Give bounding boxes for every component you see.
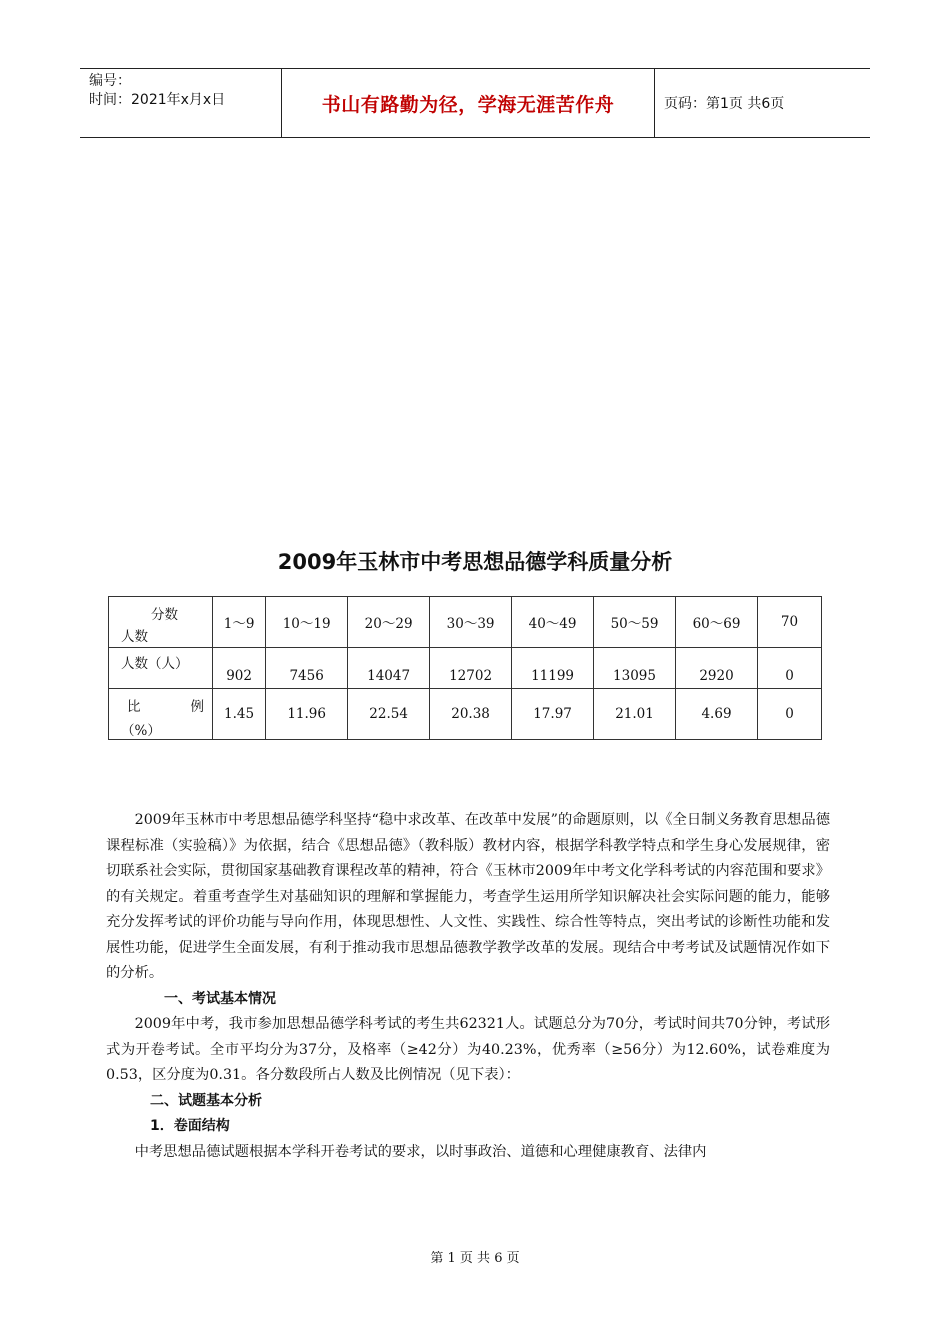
header-page-info: 页码：第1页 共6页 <box>664 96 785 112</box>
score-distribution-table <box>108 596 822 740</box>
table-header-row <box>109 597 822 648</box>
section-heading: 一、考试基本情况 <box>164 990 276 1007</box>
number-label: 编号： <box>89 73 131 89</box>
structure-paragraph: 中考思想品德试题根据本学科开卷考试的要求，以时事政治、道德和心理健康教育、法律内 <box>134 1143 707 1160</box>
table-cell: 11.96 <box>266 689 348 740</box>
table-corner-cell <box>109 597 213 648</box>
time-label: 时间：2021年x月x日 <box>89 92 226 108</box>
column-header: 70 <box>758 597 822 648</box>
page-footer: 第 1 页 共 6 页 <box>430 1251 520 1266</box>
table-cell: 21.01 <box>594 689 676 740</box>
row-label-ratio: 比 例 （%） <box>109 689 213 740</box>
column-header: 60～69 <box>676 597 758 648</box>
table-cell: 14047 <box>348 648 430 689</box>
table-cell: 17.97 <box>512 689 594 740</box>
column-header: 10～19 <box>266 597 348 648</box>
header-meta <box>80 69 280 137</box>
table-cell: 13095 <box>594 648 676 689</box>
table-cell: 12702 <box>430 648 512 689</box>
section-heading: 二、试题基本分析 <box>150 1092 262 1109</box>
column-header: 20～29 <box>348 597 430 648</box>
page-header <box>80 68 870 138</box>
table-cell: 7456 <box>266 648 348 689</box>
table-cell: 11199 <box>512 648 594 689</box>
table-cell: 2920 <box>676 648 758 689</box>
table-cell: 0 <box>758 648 822 689</box>
intro-paragraph: 2009年玉林市中考思想品德学科坚持“稳中求改革、在改革中发展”的命题原则，以《全日制义务教育思想品德课程标准（实验稿）》为依据，结合《思想品德》（教科版）教材内容，根据学科教学特点和学生身心发展规律，密切联系社会实际，贯彻国家基础教育课程改革的精神，符合《玉林市2009年中考文化学科考试的内容范围和要求》的有关规定。着重考查学生对基础知识的理解和掌握能力，考查学生运用所学知识解决社会实际问题的能力，能够充分发挥考试的评价功能与导向作用，体现思想性、人文性、实践性、综合性等特点，突出考试的诊断性功能和发展性功能，促进学生全面发展，有利于推动我市思想品德教学教学改革的发展。现结合中考考试及试题情况作如下的分析。 <box>106 812 830 981</box>
table-cell: 20.38 <box>430 689 512 740</box>
table-row <box>109 689 822 740</box>
column-header: 40～49 <box>512 597 594 648</box>
document-body <box>106 808 830 1165</box>
table-cell: 1.45 <box>213 689 266 740</box>
document-title: 2009年玉林市中考思想品德学科质量分析 <box>277 550 673 574</box>
exam-info-paragraph: 2009年中考，我市参加思想品德学科考试的考生共62321人。试题总分为70分，考试时间共70分钟，考试形式为开卷考试。全市平均分为37分，及格率（≥42分）为40.23%，优秀率（≥56分）为12.60%，试卷难度为0.53，区分度为0.31。各分数段所占人数及比例情况（见下表）： <box>106 1016 830 1083</box>
table-cell: 0 <box>758 689 822 740</box>
corner-bottom-label: 人数 <box>121 629 148 645</box>
table-cell: 4.69 <box>676 689 758 740</box>
column-header: 30～39 <box>430 597 512 648</box>
column-header: 50～59 <box>594 597 676 648</box>
table-cell: 22.54 <box>348 689 430 740</box>
row-label-people: 人数（人） <box>109 648 213 689</box>
corner-top-label: 分数 <box>151 607 178 623</box>
table-row <box>109 648 822 689</box>
table-cell: 902 <box>213 648 266 689</box>
header-motto: 书山有路勤为径，学海无涯苦作舟 <box>281 69 655 137</box>
subsection-heading: 1．卷面结构 <box>150 1118 230 1134</box>
column-header: 1～9 <box>213 597 266 648</box>
